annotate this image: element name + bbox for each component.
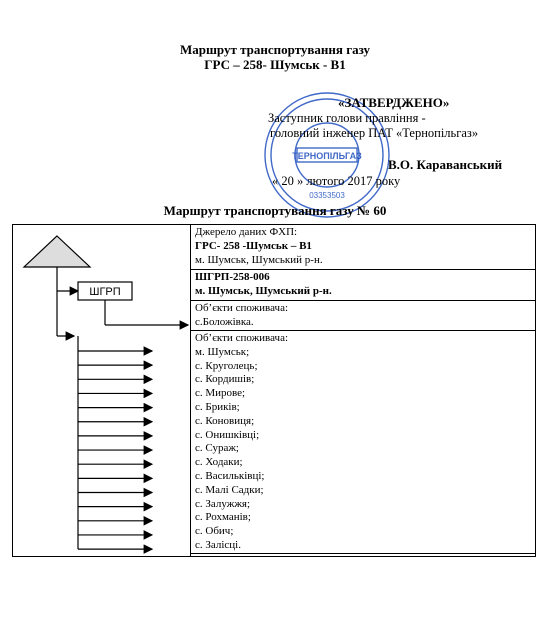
consumer-item: с. Мирове; <box>195 387 246 400</box>
consumers-2-label: Об’єкти споживача: <box>195 332 289 344</box>
source-location: м. Шумськ, Шумський р-н. <box>195 253 323 266</box>
consumers-2-list <box>195 346 531 553</box>
consumer-arrows <box>78 336 152 549</box>
consumer-item: с. Васильківці; <box>195 469 265 482</box>
approval-position-line2: головний інженер ПАТ «Тернопільгаз» <box>270 126 479 140</box>
consumer-item: с. Коновиця; <box>195 414 255 427</box>
document-subtitle: ГРС – 258- Шумськ - В1 <box>204 57 346 72</box>
source-label: Джерело даних ФХП: <box>195 226 298 238</box>
shgrp-name: ШГРП-258-006 <box>195 271 270 283</box>
consumers-1-item: с.Боложівка. <box>195 315 254 328</box>
consumer-item: с. Залужжя; <box>195 497 251 510</box>
approval-signatory: В.О. Караванський <box>388 157 503 172</box>
consumer-item: с. Обич; <box>195 525 234 538</box>
consumers-1-cell <box>191 301 536 331</box>
stamp-number: 03353503 <box>309 191 345 200</box>
stamp-name: ТЕРНОПІЛЬГАЗ <box>292 151 362 161</box>
consumer-item: с. Ходаки; <box>195 456 243 469</box>
consumer-item: с. Бриків; <box>195 400 240 413</box>
consumer-item: с. Онишківці; <box>195 428 260 441</box>
consumer-item: с. Круголець; <box>195 359 258 372</box>
consumers-2-cell <box>191 331 536 554</box>
shgrp-location: м. Шумськ, Шумський р-н. <box>195 284 332 297</box>
route-title: Маршрут транспортування газу № 60 <box>163 203 387 218</box>
approval-date: « 20 » лютого 2017 року <box>272 174 401 188</box>
shgrp-cell <box>191 270 536 301</box>
source-triangle <box>24 236 90 267</box>
source-name: ГРС- 258 -Шумськ – В1 <box>195 239 312 252</box>
source-cell <box>191 225 536 270</box>
table-footer <box>191 553 536 556</box>
consumer-item: с. Сураж; <box>195 442 239 455</box>
approval-position-line1: Заступник голови правління - <box>268 111 426 125</box>
flow-diagram <box>12 224 192 569</box>
consumer-item: м. Шумськ; <box>195 345 250 358</box>
approval-title: «ЗАТВЕРДЖЕНО» <box>338 95 450 110</box>
document-title: Маршрут транспортування газу <box>179 42 371 57</box>
consumer-item: с. Залісці. <box>195 538 241 551</box>
consumer-item: с. Малі Садки; <box>195 483 264 496</box>
consumer-item: с. Кордишів; <box>195 373 255 386</box>
consumer-item: с. Рохманів; <box>195 511 251 524</box>
consumers-1-label: Об’єкти споживача: <box>195 302 289 314</box>
shgrp-node-label: ШГРП <box>89 286 121 298</box>
